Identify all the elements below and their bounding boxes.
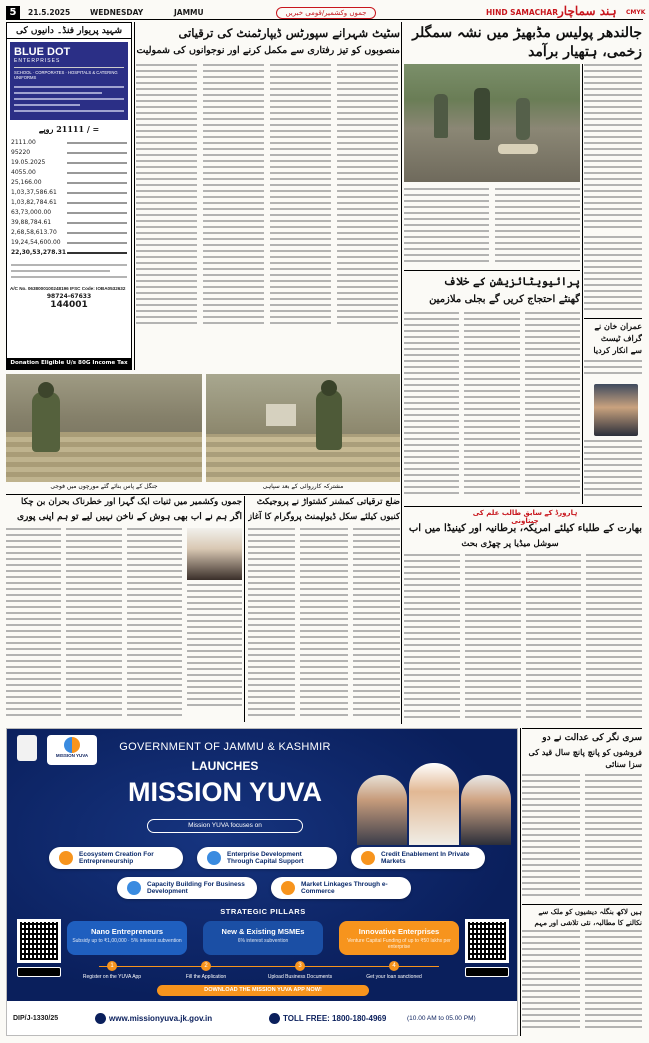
deport-headline: ہیں لاکھ بنگلہ دیشیوں کو ملک سے نکالنے کا مطالبہ، نئی تلاشی اور مہم bbox=[534, 907, 642, 927]
ad-website[interactable]: www.missionyuva.jk.gov.in bbox=[109, 1014, 213, 1023]
step-2: 2 Fill the Application bbox=[185, 963, 227, 980]
mirwaiz-headline-2: اگر ہم نے اب بھی ہوش کے ناخن نہیں لیے تو ہم اپنی پوری bbox=[16, 512, 242, 522]
sports-headline-1: سٹیٹ شہرانے سپورٹس ڈیپارٹمنٹ کی ترقیاتی bbox=[178, 26, 400, 40]
google-play-badge[interactable] bbox=[465, 967, 509, 977]
donation-row bbox=[11, 198, 127, 208]
mission-yuva-ad bbox=[6, 728, 518, 1036]
army-photo-right bbox=[206, 374, 400, 482]
bank-details: A/C No. 0638000100248196 IFSC Code: IOBA0532632 bbox=[10, 286, 126, 291]
imran-photo bbox=[594, 384, 638, 436]
court-headline-1: سری نگر کی عدالت نے دو bbox=[542, 733, 642, 743]
donation-value: 25,166.00 bbox=[11, 179, 42, 186]
ad-hours: (10.00 AM to 05.00 PM) bbox=[407, 1015, 476, 1022]
imran-headline-1: عمران خان نے bbox=[594, 321, 642, 331]
donation-value: 1,03,37,586.61 bbox=[11, 189, 57, 196]
donation-contact: 98724-67633 bbox=[46, 293, 92, 300]
pill-credit: Credit Enablement In Private Markets bbox=[351, 847, 485, 869]
donation-row bbox=[11, 188, 127, 198]
portraits bbox=[357, 755, 515, 845]
dip-code: DIP/J-1330/25 bbox=[13, 1015, 59, 1022]
power-body bbox=[404, 312, 580, 502]
step-1: 1 Register on the YUVA App bbox=[82, 963, 142, 980]
sponsor-tagline: ENTERPRISES bbox=[14, 58, 61, 64]
market-icon bbox=[281, 881, 295, 895]
deport-body bbox=[522, 930, 642, 1036]
donation-list bbox=[7, 138, 131, 258]
donation-row bbox=[11, 168, 127, 178]
mirwaiz-headline-1: جموں وکشمیر میں ثنیات ایک گہرا اور خطرناک بحران بن چکا bbox=[21, 497, 242, 507]
imran-headline-2: گراف ٹیسٹ bbox=[600, 333, 642, 343]
issue-date: 21.5.2025 bbox=[28, 8, 71, 17]
qr-code-right[interactable] bbox=[465, 919, 509, 963]
power-headline-1: پرائیویٹائزیشن کے خلاف bbox=[443, 275, 580, 288]
logo-mark-icon bbox=[64, 737, 80, 753]
download-button[interactable]: DOWNLOAD THE MISSION YUVA APP NOW! bbox=[157, 985, 369, 996]
donation-row bbox=[11, 178, 127, 188]
donation-footer: Donation Eligible U/s 80G Income Tax bbox=[7, 358, 131, 369]
step-4: 4 Get your loan sanctioned bbox=[366, 963, 422, 980]
main-body-col-2 bbox=[584, 236, 642, 316]
donation-value: 2111.00 bbox=[11, 139, 36, 146]
pill-capacity: Capacity Building For Business Development bbox=[117, 877, 257, 899]
main-body-lower bbox=[404, 188, 580, 266]
kishtwar-body bbox=[248, 528, 400, 723]
pill-enterprise: Enterprise Development Through Capital Support bbox=[197, 847, 337, 869]
phone-icon bbox=[269, 1013, 280, 1024]
ad-focus-label: Mission YUVA focuses on bbox=[147, 819, 303, 833]
donation-row bbox=[11, 228, 127, 238]
donation-value: 4055.00 bbox=[11, 169, 36, 176]
mirwaiz-photo bbox=[187, 528, 242, 580]
power-headline-2: گھنٹے احتجاج کریں گے بجلی ملازمین bbox=[429, 294, 580, 305]
ad-tollfree[interactable]: TOLL FREE: 1800-180-4969 bbox=[283, 1014, 387, 1023]
sports-headline-2: منصوبوں کو تیز رفتاری سے مکمل کرنے اور نوجوانوں کی شمولیت bbox=[136, 45, 400, 56]
army-photo-left bbox=[6, 374, 202, 482]
step-3: 3 Upload Business Documents bbox=[267, 963, 333, 980]
donation-row bbox=[11, 158, 127, 168]
donation-value: 22,30,53,278.31 bbox=[11, 249, 67, 256]
pillar-innovative: Innovative Enterprises Venture Capital Funding of up to ₹50 lakhs per enterprise bbox=[339, 921, 459, 955]
donation-row bbox=[11, 238, 127, 248]
donation-value: 19.05.2025 bbox=[11, 159, 46, 166]
pillar-nano: Nano Entrepreneurs Subsidy up to ₹1,00,000 · 5% interest subvention bbox=[67, 921, 187, 955]
ad-footer bbox=[7, 1001, 518, 1036]
donation-value: 95220 bbox=[11, 149, 31, 156]
donation-value: 1,03,82,784.61 bbox=[11, 199, 57, 206]
pill-ecosystem: Ecosystem Creation For Entrepreneurship bbox=[49, 847, 183, 869]
sponsor-line: SCHOOL · CORPORATES · HOSPITALS & CATERING UNIFORMS bbox=[14, 67, 124, 80]
logo-text: MISSION YUVA bbox=[55, 753, 89, 758]
police-photo bbox=[404, 64, 580, 182]
enterprise-icon bbox=[207, 851, 221, 865]
kishtwar-headline-1: ضلع ترقیاتی کمشنر کشتواڑ نے پروجیکٹ bbox=[256, 497, 400, 507]
donation-row bbox=[11, 218, 127, 228]
donation-box bbox=[6, 22, 132, 370]
issue-city: JAMMU bbox=[174, 8, 204, 17]
mirwaiz-body bbox=[6, 528, 242, 723]
pillars-title: STRATEGIC PILLARS bbox=[220, 907, 306, 916]
sponsor-card bbox=[10, 42, 128, 120]
sponsor-name: BLUE DOT bbox=[14, 46, 71, 58]
imran-body-2 bbox=[584, 440, 642, 502]
ad-title: MISSION YUVA bbox=[127, 777, 323, 807]
imran-body bbox=[584, 360, 642, 382]
mission-yuva-logo bbox=[47, 735, 97, 765]
pill-market: Market Linkages Through e-Commerce bbox=[271, 877, 411, 899]
students-subheadline: سوشل میڈیا پر چھڑی بحث bbox=[461, 539, 559, 549]
ad-gov-line: GOVERNMENT OF JAMMU & KASHMIR bbox=[119, 741, 331, 753]
court-headline-2: فروشوں کو پانچ پانچ سال قید کی سزا سنائی bbox=[528, 747, 642, 769]
capacity-icon bbox=[127, 881, 141, 895]
donation-amount: = / 21111 روپے bbox=[38, 124, 100, 134]
donation-row bbox=[11, 148, 127, 158]
credit-icon bbox=[361, 851, 375, 865]
donation-row bbox=[11, 138, 127, 148]
emblem-icon bbox=[17, 735, 37, 761]
donation-value: 19,24,54,600.00 bbox=[11, 239, 61, 246]
sports-body bbox=[136, 64, 398, 332]
donation-value: 2,68,58,613.70 bbox=[11, 229, 57, 236]
globe-icon bbox=[95, 1013, 106, 1024]
students-headline: بھارت کے طلباء کیلئے امریکہ، برطانیہ اور کینیڈا میں اب bbox=[408, 523, 642, 534]
donation-value: 63,73,000.00 bbox=[11, 209, 52, 216]
pillar-msme: New & Existing MSMEs 6% interest subvention bbox=[203, 921, 323, 955]
main-headline: جالندھر پولیس مڈبھیڑ میں نشہ سمگلر زخمی، ہتھیار برآمد bbox=[412, 25, 642, 60]
imran-headline-3: سے انکار کردیا bbox=[593, 345, 642, 355]
section-banner: جموں وکشمیر/قومی خبریں bbox=[276, 7, 376, 19]
kishtwar-headline-2: کنبوں کیلئے سکل ڈیولپمنٹ پروگرام کا آغاز bbox=[248, 512, 400, 522]
issue-weekday: WEDNESDAY bbox=[90, 8, 144, 17]
donation-row bbox=[11, 248, 127, 258]
qr-code-left[interactable] bbox=[17, 919, 61, 963]
court-body bbox=[522, 774, 642, 902]
page-number: 5 bbox=[6, 6, 20, 20]
main-body-col bbox=[584, 64, 642, 234]
cmyk-mark: CMYK bbox=[626, 9, 646, 16]
ad-launches: LAUNCHES bbox=[191, 759, 259, 773]
masthead bbox=[6, 4, 646, 20]
app-store-badge[interactable] bbox=[17, 967, 61, 977]
donation-value: 39,88,784.61 bbox=[11, 219, 52, 226]
ecosystem-icon bbox=[59, 851, 73, 865]
donation-title: شہید پریوار فنڈ۔ دانیوں کی bbox=[7, 23, 131, 39]
students-tag: ہارورڈ کے سابق طالب علم کی چیتاونی bbox=[472, 509, 578, 525]
brand-english: HIND SAMACHAR bbox=[486, 8, 559, 17]
brand-urdu: ہند سماچار bbox=[558, 4, 617, 18]
caption-right-photo: مشترکہ کارروائی کے بعد سپاہی bbox=[262, 483, 344, 490]
donation-pin: 144001 bbox=[50, 300, 88, 310]
caption-left-photo: جنگل کے پاس بنائے گئے مورچوں میں فوجی bbox=[50, 483, 158, 490]
donation-row bbox=[11, 208, 127, 218]
students-body bbox=[404, 554, 642, 724]
